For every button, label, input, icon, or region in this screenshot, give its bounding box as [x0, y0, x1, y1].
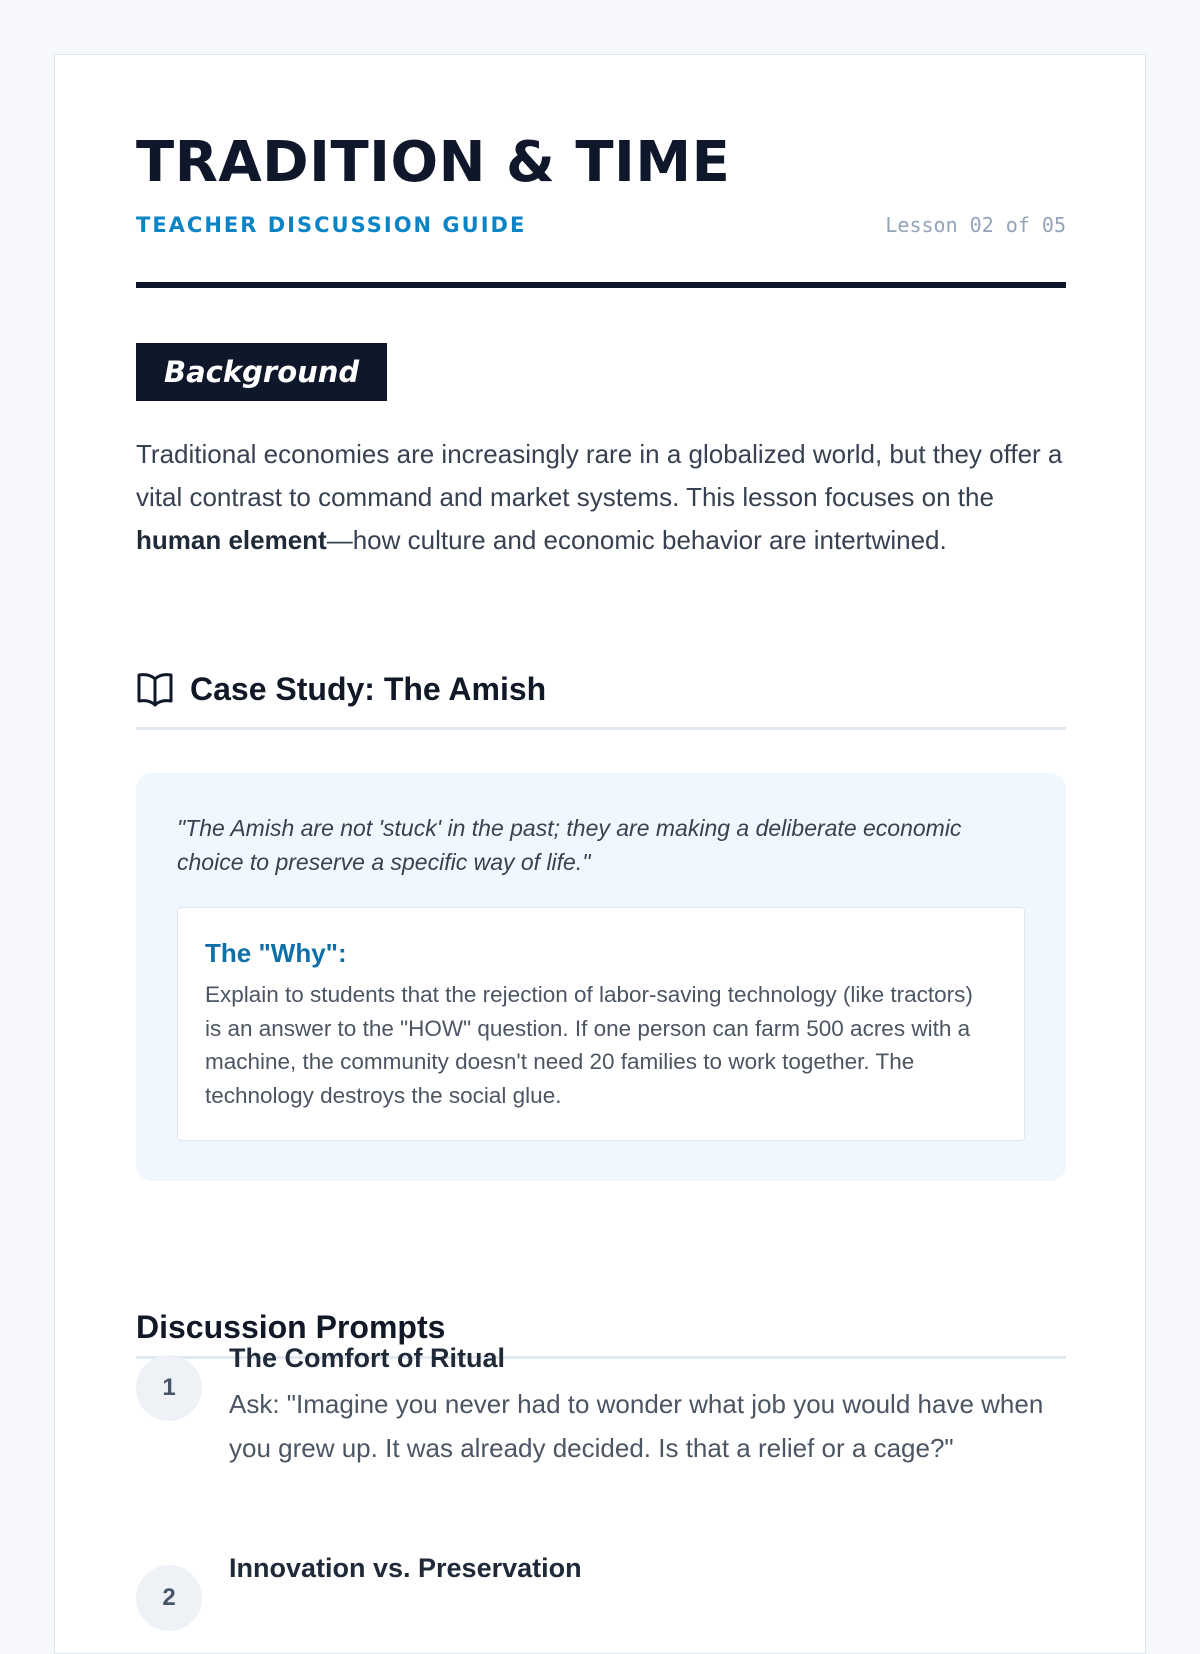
discussion-prompts-title: Discussion Prompts: [136, 1309, 446, 1345]
background-section-label: Background: [136, 343, 387, 401]
book-open-icon: [136, 671, 174, 707]
lesson-indicator: Lesson 02 of 05: [885, 213, 1066, 237]
why-callout-title: The "Why":: [205, 938, 347, 968]
case-study-card: [136, 773, 1066, 1181]
prompt-title: Innovation vs. Preservation: [229, 1553, 582, 1583]
header-divider: [136, 282, 1066, 288]
case-study-title: Case Study: The Amish: [190, 670, 547, 707]
why-callout-text: Explain to students that the rejection of labor-saving technology (like tractors) is an answer to the "HOW" question. If one person can farm 500 acres with a machine, the community doesn't need 20 families to work together. The technology destroys the social glue.: [205, 982, 973, 1108]
background-text-emphasis: human element: [136, 525, 327, 555]
prompt-number-badge: 2: [136, 1565, 202, 1631]
background-paragraph: [136, 433, 1066, 562]
prompt-title: The Comfort of Ritual: [229, 1343, 505, 1373]
why-callout: [177, 907, 1025, 1141]
page-title: TRADITION & TIME: [136, 130, 731, 195]
case-study-heading: [136, 661, 1066, 730]
prompt-number-badge: 1: [136, 1355, 202, 1421]
case-study-quote: "The Amish are not 'stuck' in the past; they are making a deliberate economic choice to preserve a specific way of life.": [177, 815, 962, 875]
background-text-end: —how culture and economic behavior are intertwined.: [326, 525, 947, 555]
background-text-start: Traditional economies are increasingly rare in a globalized world, but they offer a vital contrast to command and market systems. This lesson focuses on the: [136, 439, 1063, 512]
prompt-text: Ask: "Imagine you never had to wonder what job you would have when you grew up. It was already decided. Is that a relief or a cage?": [229, 1389, 1044, 1463]
page-subtitle: TEACHER DISCUSSION GUIDE: [136, 213, 527, 237]
guide-page: [54, 54, 1146, 1654]
